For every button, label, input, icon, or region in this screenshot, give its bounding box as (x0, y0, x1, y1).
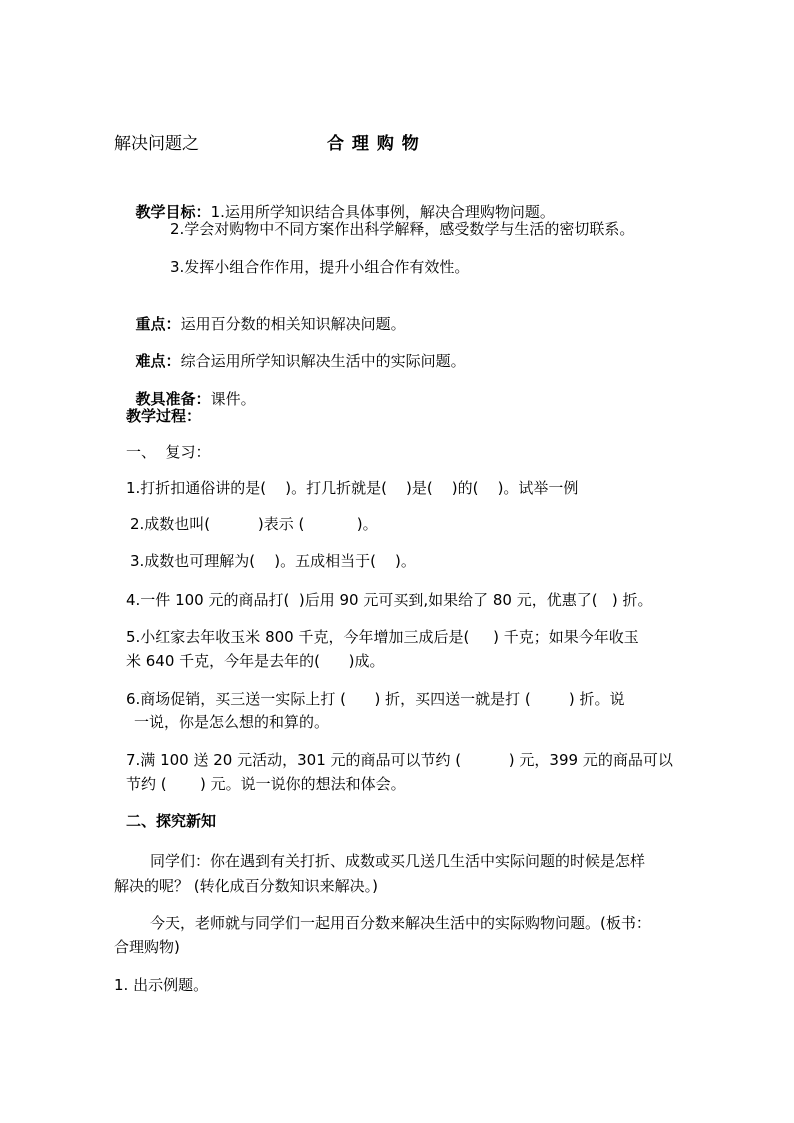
review-question-2: 2.成数也叫( )表示 ( )。 (130, 515, 378, 533)
review-heading: 一、 复习： (126, 443, 211, 461)
explore-step-1: 1. 出示例题。 (114, 976, 209, 994)
materials-line (126, 369, 256, 409)
key-point-line (126, 294, 406, 334)
difficulty-label: 难点： (135, 352, 181, 370)
explore-paragraph-1-line2: 解决的呢？ (转化成百分数知识来解决。) (114, 877, 378, 895)
explore-paragraph-2-line2: 合理购物) (114, 938, 180, 956)
explore-paragraph-1-line1: 同学们：你在遇到有关打折、成数或买几送几生活中实际问题的时候是怎样 (150, 852, 646, 870)
review-question-7-line1: 7.满 100 送 20 元活动，301 元的商品可以节约 ( ) 元，399 元的商品可以 (126, 751, 673, 769)
review-question-7-line2: 节约 ( ) 元。说一说你的想法和体会。 (126, 775, 406, 793)
objectives-line (126, 182, 555, 222)
review-question-6-line2: 一说，你是怎么想的和算的。 (134, 713, 330, 731)
difficulty-line (126, 331, 466, 371)
page-title: 合 理 购 物 (327, 134, 420, 154)
explore-heading: 二、探究新知 (126, 812, 217, 830)
review-question-4: 4.一件 100 元的商品打( )后用 90 元可买到,如果给了 80 元，优惠了( ) 折。 (126, 591, 653, 609)
objectives-label: 教学目标： (135, 203, 211, 221)
materials-text: 课件。 (210, 390, 256, 408)
objective-3: 3.发挥小组合作作用，提升小组合作有效性。 (170, 258, 470, 276)
review-question-3: 3.成数也可理解为( )。五成相当于( )。 (130, 552, 416, 570)
process-heading: 教学过程： (126, 407, 202, 425)
key-point-label: 重点： (135, 315, 181, 333)
review-question-1: 1.打折扣通俗讲的是( )。打几折就是( )是( )的( )。试举一例 (126, 479, 579, 497)
objective-1: 1.运用所学知识结合具体事例，解决合理购物问题。 (210, 203, 555, 221)
review-question-5-line2: 米 640 千克，今年是去年的( )成。 (126, 652, 385, 670)
key-point-text: 运用百分数的相关知识解决问题。 (180, 315, 406, 333)
objective-2: 2.学会对购物中不同方案作出科学解释，感受数学与生活的密切联系。 (170, 220, 635, 238)
review-question-6-line1: 6.商场促销，买三送一实际上打 ( ) 折，买四送一就是打 ( ) 折。说 (126, 690, 625, 708)
difficulty-text: 综合运用所学知识解决生活中的实际问题。 (180, 352, 466, 370)
materials-label: 教具准备： (135, 390, 211, 408)
review-question-5-line1: 5.小红家去年收玉米 800 千克，今年增加三成后是( ) 千克；如果今年收玉 (126, 628, 639, 646)
explore-paragraph-2-line1: 今天，老师就与同学们一起用百分数来解决生活中的实际购物问题。(板书： (150, 914, 651, 932)
title-prefix: 解决问题之 (114, 134, 199, 154)
